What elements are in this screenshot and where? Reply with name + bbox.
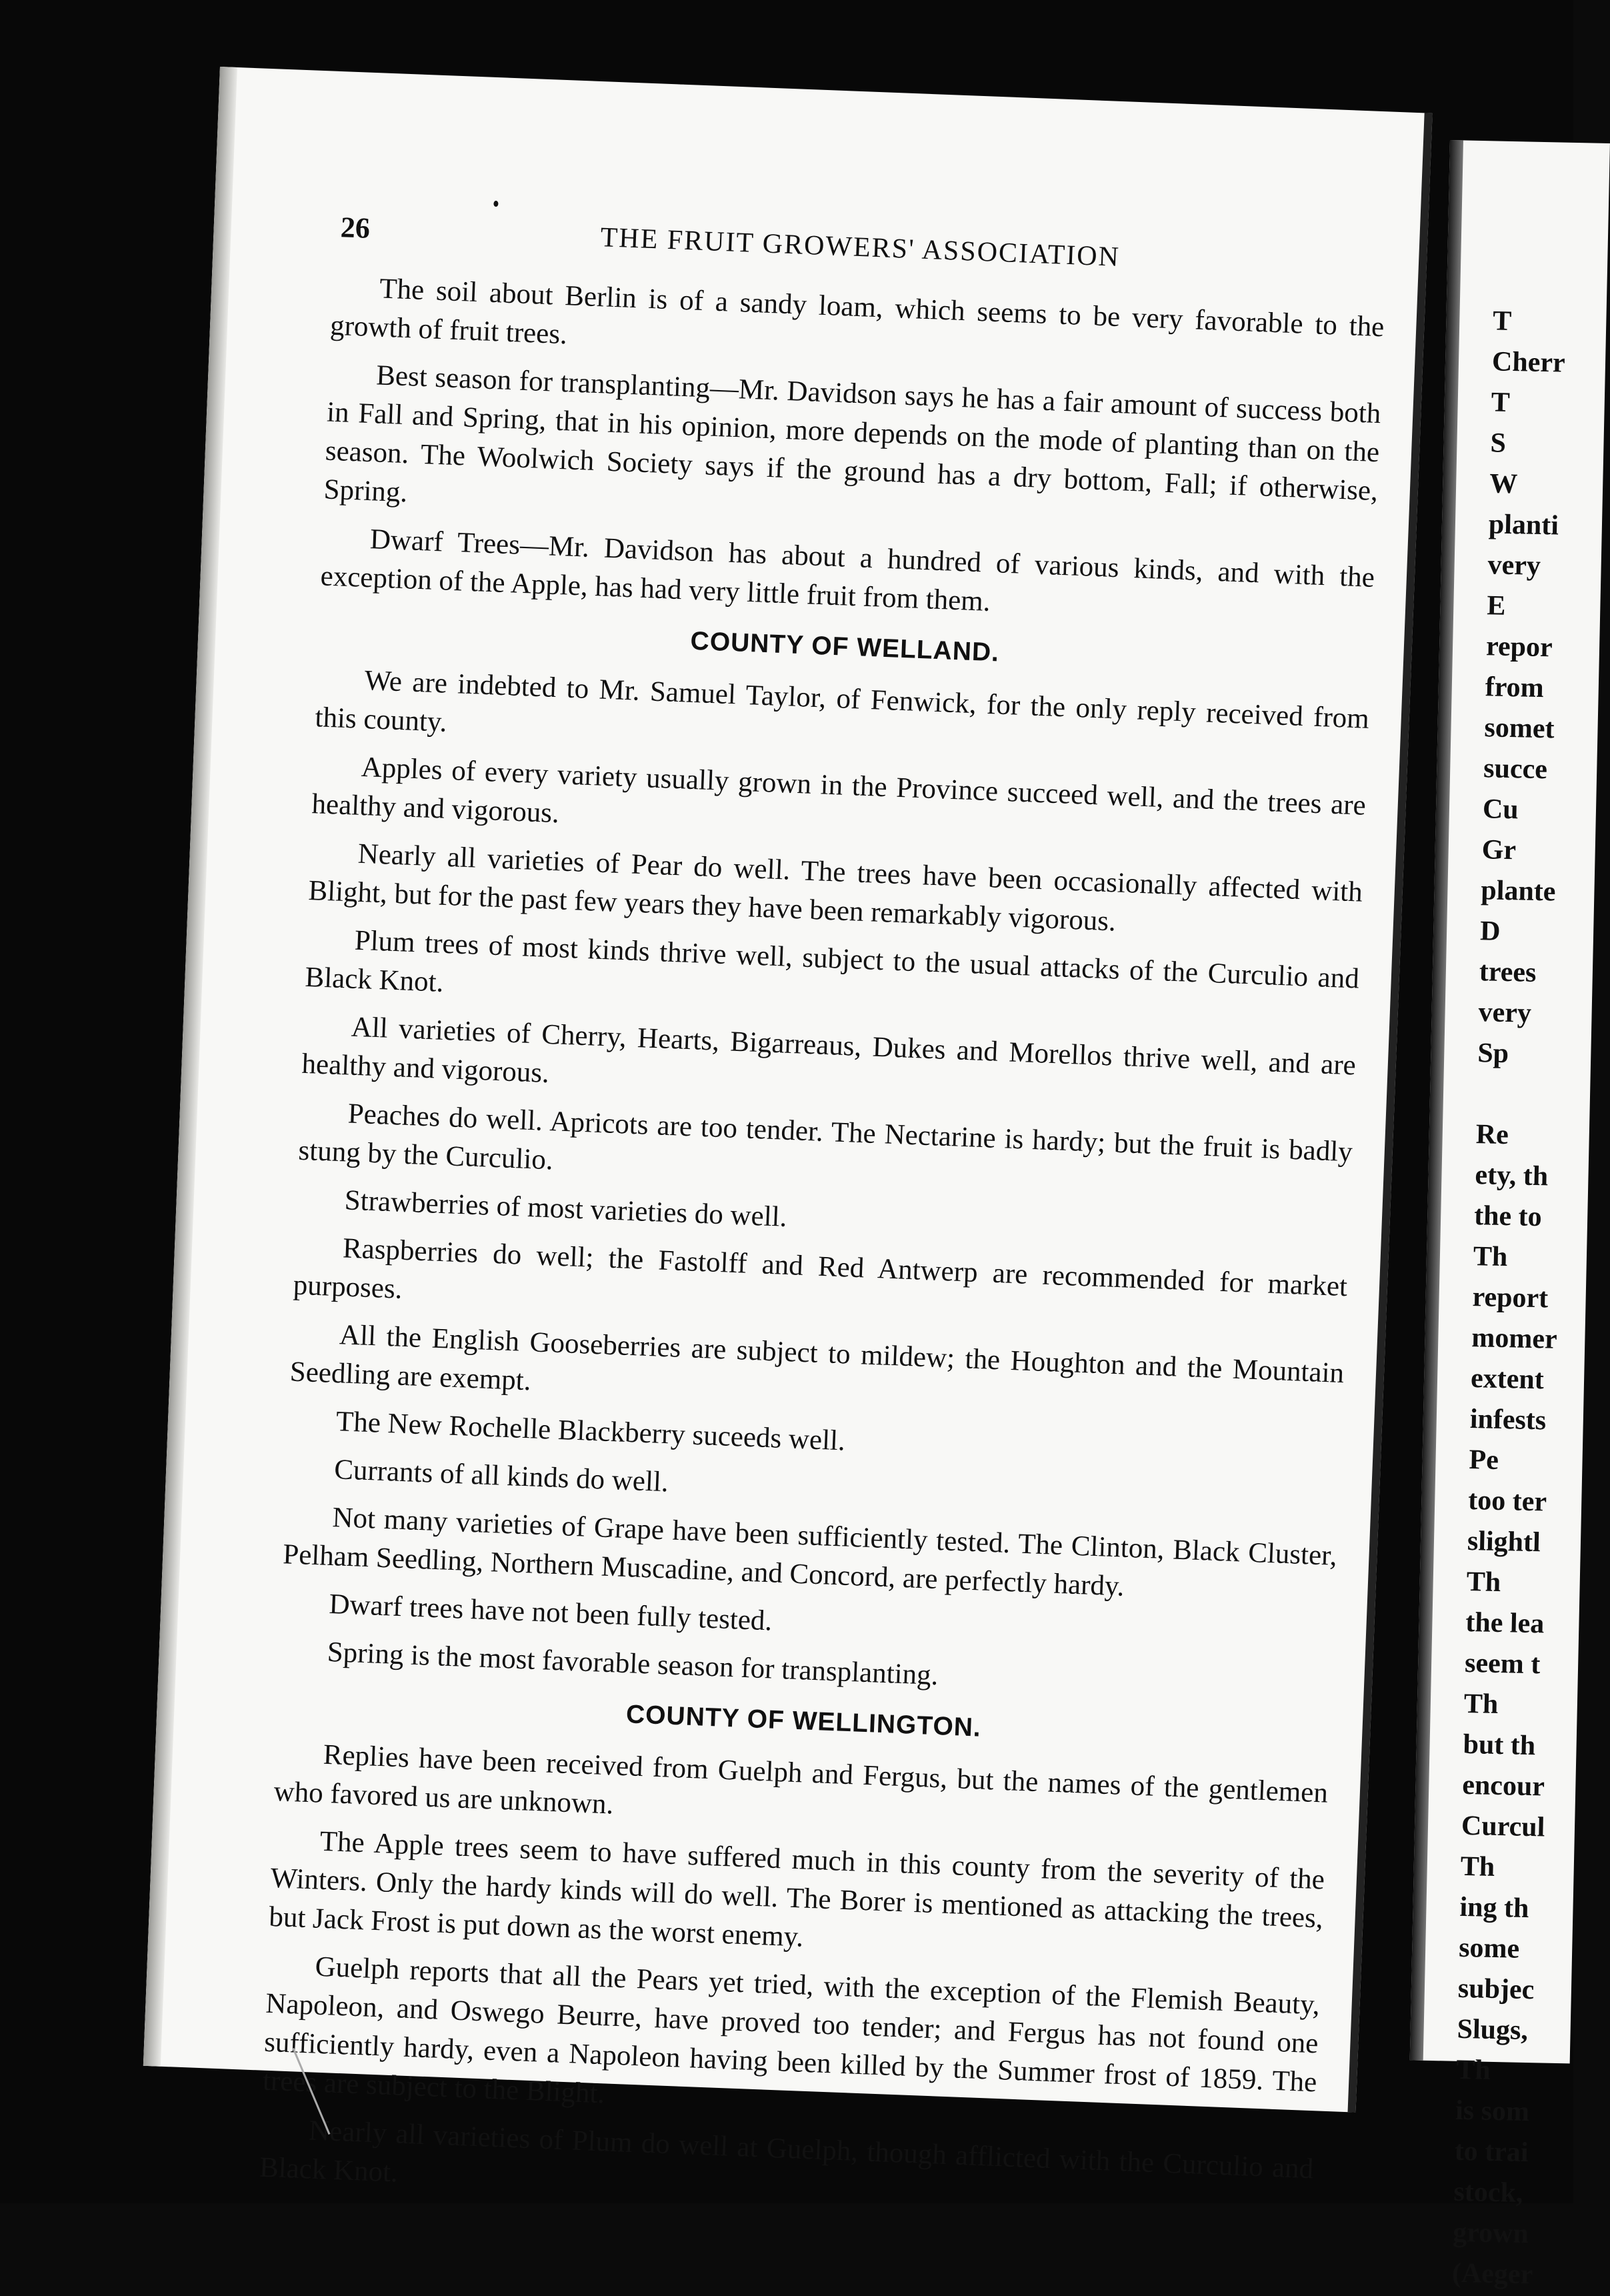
page-text bbox=[258, 208, 1387, 2237]
text-fragment: T bbox=[1491, 387, 1511, 418]
text-fragment: ing th bbox=[1459, 1891, 1529, 1925]
text-fragment: Th bbox=[1473, 1241, 1508, 1273]
text-fragment: infests bbox=[1469, 1404, 1547, 1436]
right-page-text bbox=[1451, 301, 1579, 2295]
text-fragment: S bbox=[1490, 427, 1507, 459]
ink-speck bbox=[493, 201, 498, 207]
text-fragment: report bbox=[1472, 1282, 1549, 1314]
paragraph: The soil about Berlin is of a sandy loam, which seems to be very favorable to the growth of fruit trees. bbox=[329, 273, 1385, 351]
paragraph: Guelph reports that all the Pears yet tried, with the exception of the Flemish Beauty, Napoleon, and Oswego Beurre, have proved too tender; and Fergus has not found one sufficiently hardy, even a Napoleon having been killed by the Summer frost of 1859. The trees are subject to the Blight. bbox=[262, 1951, 1321, 2110]
text-fragment: Cherr bbox=[1491, 346, 1566, 379]
text-fragment: some bbox=[1458, 1932, 1520, 1965]
body-blocks bbox=[259, 268, 1385, 2228]
text-fragment: the lea bbox=[1465, 1606, 1545, 1640]
paragraph: All varieties of Cherry, Hearts, Bigarreaus, Dukes and Morellos thrive well, and are healthy and vigorous. bbox=[301, 1011, 1357, 1090]
text-fragment: slightl bbox=[1467, 1526, 1541, 1558]
text-fragment: Th bbox=[1466, 1566, 1501, 1598]
paragraph: All the English Gooseberries are subject to mildew; the Houghton and the Mountain Seedling are exempt. bbox=[289, 1319, 1345, 1397]
paragraph: Replies have been received from Guelph and Fergus, but the names of the gentlemen who favored us are unknown. bbox=[273, 1739, 1329, 1821]
text-fragment: very bbox=[1487, 549, 1541, 582]
text-fragment: planti bbox=[1488, 509, 1559, 541]
paragraph: Peaches do well. Apricots are too tender. The Nectarine is hardy; but the fruit is badly stung by the Curculio. bbox=[297, 1098, 1353, 1176]
text-fragment: grown bbox=[1452, 2217, 1529, 2250]
text-fragment: W bbox=[1489, 468, 1518, 500]
text-fragment: too ter bbox=[1467, 1485, 1547, 1518]
paragraph: Dwarf trees have not been fully tested. bbox=[328, 1588, 773, 1637]
paragraph: Currants of all kinds do well. bbox=[333, 1454, 669, 1498]
text-fragment: Th bbox=[1463, 1688, 1499, 1720]
text-fragment: plante bbox=[1480, 875, 1556, 908]
paragraph: Nearly all varieties of Pear do well. The trees have been occasionally affected with Blight, but for the past few years they have been remarkably vigorous. bbox=[307, 838, 1363, 938]
paragraph: Strawberries of most varieties do well. bbox=[343, 1184, 788, 1233]
text-fragment: extent bbox=[1470, 1363, 1545, 1396]
text-fragment: encour bbox=[1461, 1769, 1545, 1803]
paragraph: Nearly all varieties of Plum do well at Guelph, though afflicted with the Curculio and Black Knot. bbox=[259, 2115, 1315, 2189]
paragraph: Best season for transplanting—Mr. Davidson says he has a fair amount of success both in Fall and Spring, that in his opinion, more depends on the mode of planting than on the season. The Woolwich Society says if the ground has a dry bottom, Fall; if otherwise, Spring. bbox=[323, 359, 1382, 509]
text-fragment: seem t bbox=[1464, 1647, 1541, 1680]
text-fragment: Gr bbox=[1481, 834, 1517, 866]
text-fragment: trees bbox=[1479, 956, 1537, 988]
text-fragment: Sp bbox=[1477, 1038, 1509, 1070]
paragraph: The New Rochelle Blackberry suceeds well. bbox=[335, 1406, 846, 1457]
paragraph: We are indebted to Mr. Samuel Taylor, of Fenwick, for the only reply received from this county. bbox=[314, 665, 1370, 738]
section-heading: COUNTY OF WELLINGTON. bbox=[625, 1700, 982, 1743]
text-fragment: Slugs, bbox=[1457, 2013, 1529, 2047]
text-fragment: but th bbox=[1463, 1729, 1536, 1762]
text-fragment: succe bbox=[1483, 753, 1548, 786]
paragraph: Dwarf Trees—Mr. Davidson has about a hundred of various kinds, and with the exception of the Apple, has had very little fruit from them. bbox=[319, 523, 1375, 618]
text-fragment: Pe bbox=[1469, 1444, 1499, 1476]
running-title: THE FRUIT GROWERS' ASSOCIATION bbox=[599, 222, 1121, 273]
text-fragment: E bbox=[1486, 590, 1506, 622]
text-fragment bbox=[1476, 1074, 1563, 1116]
paragraph: Plum trees of most kinds thrive well, subject to the usual attacks of the Curculio and Black Knot. bbox=[304, 924, 1360, 998]
paragraph: The Apple trees seem to have suffered much in this county from the severity of the Winters. Only the hardy kinds will do well. The Borer is mentioned as attacking the trees, but Jack Frost is put down as the worst enemy. bbox=[268, 1825, 1325, 1953]
text-fragment: Th bbox=[1455, 2054, 1491, 2086]
text-fragment: T bbox=[1492, 305, 1512, 337]
text-fragment: is som bbox=[1455, 2095, 1530, 2128]
text-fragment: Cu bbox=[1482, 794, 1519, 826]
text-fragment: subjec bbox=[1457, 1973, 1535, 2006]
text-fragment: to trai bbox=[1454, 2135, 1529, 2169]
text-fragment: the to bbox=[1473, 1200, 1543, 1233]
paragraph: Not many varieties of Grape have been sufficiently tested. The Clinton, Black Cluster, Pelham Seedling, Northern Muscadine, and Concord, are perfectly hardy. bbox=[282, 1502, 1338, 1602]
text-fragment: D bbox=[1479, 916, 1501, 947]
paragraph: Raspberries do well; the Fastolff and Red Antwerp are recommended for market purposes. bbox=[293, 1232, 1348, 1305]
text-fragment: from bbox=[1485, 672, 1545, 704]
text-fragment: Curcul bbox=[1461, 1810, 1545, 1843]
text-fragment: stock, bbox=[1453, 2176, 1523, 2209]
text-fragment: (Aeger bbox=[1451, 2257, 1533, 2291]
text-fragment: repor bbox=[1485, 631, 1553, 664]
text-fragment: momer bbox=[1471, 1322, 1558, 1355]
text-fragment: Re bbox=[1475, 1119, 1509, 1151]
left-page bbox=[143, 67, 1433, 2189]
text-fragment: Th bbox=[1460, 1851, 1495, 1883]
page-number: 26 bbox=[339, 211, 371, 245]
section-heading: COUNTY OF WELLAND. bbox=[689, 626, 1000, 668]
text-fragment: very bbox=[1478, 997, 1532, 1029]
paragraph: Apples of every variety usually grown in the Province succeed well, and the trees are healthy and vigorous. bbox=[311, 751, 1367, 830]
paragraph: Spring is the most favorable season for transplanting. bbox=[326, 1636, 939, 1692]
text-fragment: somet bbox=[1484, 712, 1555, 745]
text-fragment: ety, th bbox=[1475, 1160, 1549, 1192]
